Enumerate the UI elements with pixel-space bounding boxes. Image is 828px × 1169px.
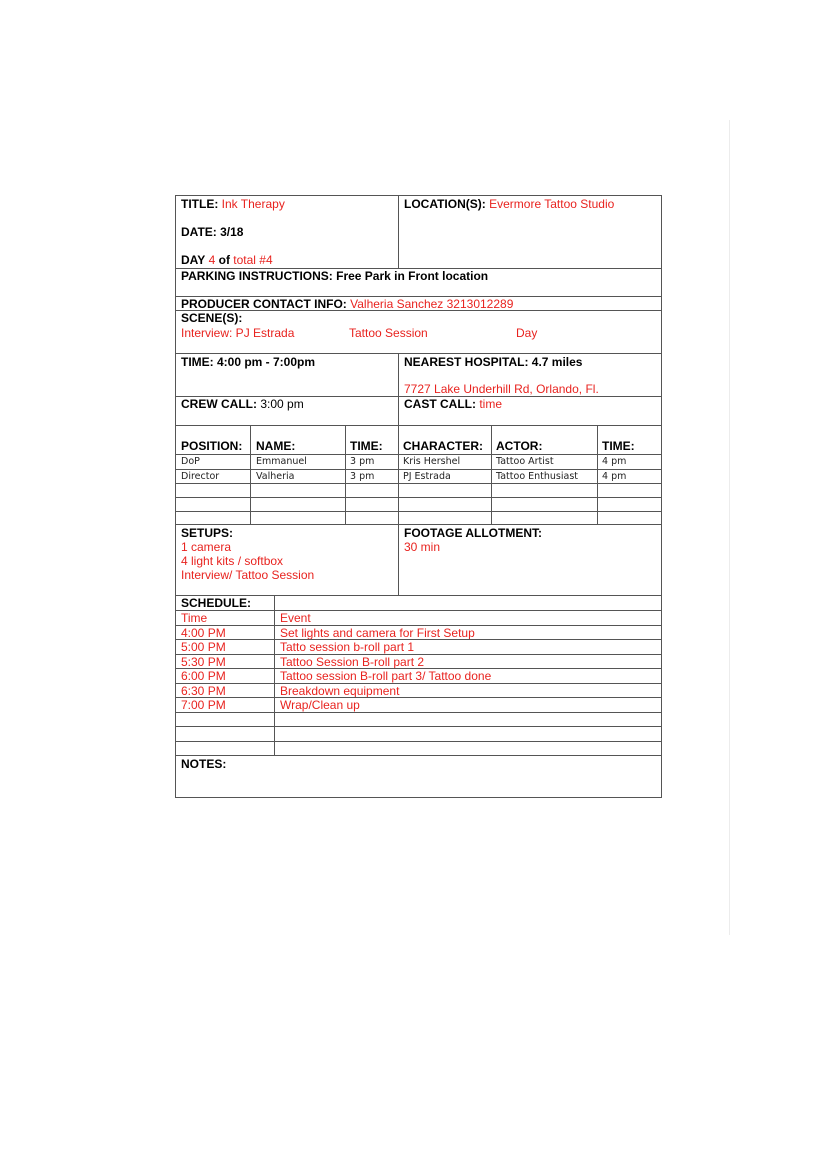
title-value: Ink Therapy: [221, 197, 285, 211]
hospital-label: NEAREST HOSPITAL: 4.7 miles: [404, 355, 583, 369]
schedule-time: 4:00 PM: [181, 626, 226, 640]
cast-header-character: CHARACTER:: [403, 439, 483, 453]
crew-header-name: NAME:: [256, 439, 296, 453]
title-label: TITLE:: [181, 197, 219, 211]
schedule-row: [176, 654, 661, 669]
schedule-label: SCHEDULE:: [181, 596, 252, 610]
footage-cell: [398, 525, 661, 595]
setup-item: 1 camera: [181, 540, 232, 554]
crew-call-line: [181, 397, 304, 411]
call-times-row: [176, 396, 661, 425]
crew-call-label: CREW CALL:: [181, 397, 257, 411]
scene-2: Tattoo Session: [349, 326, 428, 340]
cast-header-time: TIME:: [602, 439, 635, 453]
crew-row-2-position: Director: [181, 471, 220, 482]
day-value: 4: [208, 253, 216, 267]
setups-cell: [176, 525, 398, 595]
notes-label: NOTES:: [181, 757, 227, 771]
scene-3: Day: [516, 326, 538, 340]
cast-call-label: CAST CALL:: [404, 397, 476, 411]
scenes-label: SCENE(S):: [181, 311, 243, 325]
crew-row-1-time: 3 pm: [350, 456, 375, 467]
schedule-time: 6:00 PM: [181, 669, 226, 683]
schedule-event: Tatto session b-roll part 1: [280, 640, 415, 654]
schedule-event: Tattoo Session B-roll part 2: [280, 655, 425, 669]
schedule-time: 7:00 PM: [181, 698, 226, 712]
schedule-section: [176, 595, 661, 755]
crew-header-position: POSITION:: [181, 439, 243, 453]
scenes-row: [176, 310, 661, 353]
notes-row: [176, 755, 661, 798]
crew-row-2-time: 3 pm: [350, 471, 375, 482]
schedule-row: [176, 683, 661, 698]
date-label: DATE: 3/18: [181, 225, 244, 239]
cast-row-2-time: 4 pm: [602, 471, 627, 482]
row-divider: [176, 511, 661, 512]
time-hospital-row: [176, 353, 661, 396]
footage-value: 30 min: [404, 540, 441, 554]
cast-row-1-time: 4 pm: [602, 456, 627, 467]
cast-call-line: [404, 397, 502, 411]
schedule-row-empty: [176, 741, 661, 756]
crew-cast-table: [176, 425, 661, 524]
crew-call-value: 3:00 pm: [260, 397, 304, 411]
row-divider: [176, 497, 661, 498]
schedule-time: 5:00 PM: [181, 640, 226, 654]
location-line: [404, 197, 614, 211]
schedule-header-row: [176, 610, 661, 625]
title-cell: [176, 196, 398, 268]
cast-call-cell: [398, 397, 661, 425]
cast-call-value: time: [479, 397, 503, 411]
footage-label: FOOTAGE ALLOTMENT:: [404, 526, 542, 540]
cast-header-actor: ACTOR:: [496, 439, 543, 453]
schedule-row-empty: [176, 712, 661, 727]
of-label: of: [218, 253, 230, 267]
call-sheet: [175, 195, 662, 798]
day-label: DAY: [181, 253, 206, 267]
schedule-event: Wrap/Clean up: [280, 698, 360, 712]
parking-row: [176, 268, 661, 297]
producer-row: [176, 296, 661, 311]
producer-line: [181, 297, 513, 311]
crew-call-cell: [176, 397, 398, 425]
time-text: TIME: 4:00 pm - 7:00pm: [181, 355, 316, 369]
cast-row-2-actor: Tattoo Enthusiast: [496, 471, 579, 482]
setup-item: 4 light kits / softbox: [181, 554, 284, 568]
schedule-time: 6:30 PM: [181, 684, 226, 698]
page-edge-line: [729, 120, 730, 935]
hospital-cell: [398, 354, 661, 396]
crew-row-2-name: Valheria: [256, 471, 295, 482]
title-line: [181, 197, 285, 211]
crew-header-time: TIME:: [350, 439, 383, 453]
cast-row-1-actor: Tattoo Artist: [496, 456, 554, 467]
schedule-event: Tattoo session B-roll part 3/ Tattoo done: [280, 669, 492, 683]
day-line: [181, 253, 273, 267]
scene-1: Interview: PJ Estrada: [181, 326, 295, 340]
time-cell: [176, 354, 398, 396]
cast-row-1-character: Kris Hershel: [403, 456, 461, 467]
setups-label: SETUPS:: [181, 526, 234, 540]
producer-label: PRODUCER CONTACT INFO:: [181, 297, 347, 311]
crew-row-1-position: DoP: [181, 456, 200, 467]
cast-row-2-character: PJ Estrada: [403, 471, 451, 482]
location-label: LOCATION(S):: [404, 197, 486, 211]
setup-item: Interview/ Tattoo Session: [181, 568, 315, 582]
hospital-address: 7727 Lake Underhill Rd, Orlando, Fl.: [404, 382, 599, 396]
schedule-event: Set lights and camera for First Setup: [280, 626, 475, 640]
header-block: [176, 196, 661, 268]
schedule-row: [176, 639, 661, 654]
schedule-row-empty: [176, 726, 661, 741]
producer-value: Valheria Sanchez 3213012289: [350, 297, 514, 311]
schedule-row: [176, 697, 661, 712]
schedule-header-time: Time: [181, 611, 208, 625]
location-value: Evermore Tattoo Studio: [489, 197, 615, 211]
total-value: total #4: [233, 253, 273, 267]
schedule-time: 5:30 PM: [181, 655, 226, 669]
crew-row-1-name: Emmanuel: [256, 456, 307, 467]
schedule-row: [176, 625, 661, 640]
schedule-row: [176, 668, 661, 683]
location-cell: [398, 196, 661, 268]
schedule-event: Breakdown equipment: [280, 684, 400, 698]
parking-text: PARKING INSTRUCTIONS: Free Park in Front location: [181, 269, 489, 283]
setups-row: [176, 524, 661, 595]
schedule-header-event: Event: [280, 611, 311, 625]
